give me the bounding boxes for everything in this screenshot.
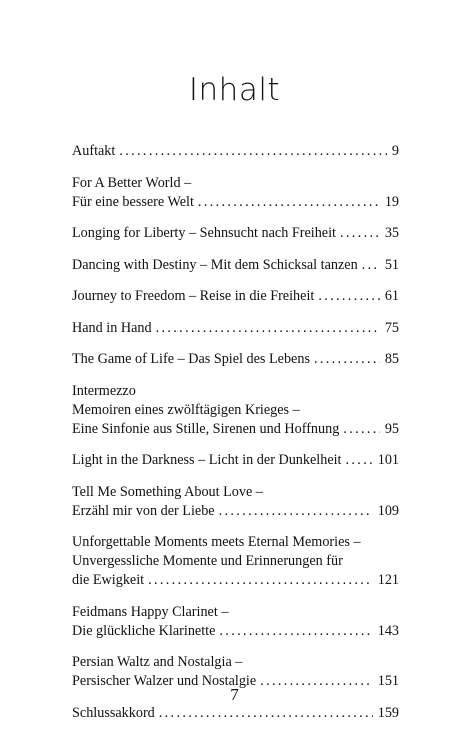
- dot-leader: [159, 704, 373, 723]
- dot-leader: [156, 319, 380, 338]
- toc-entry-title: die Ewigkeit: [72, 572, 145, 588]
- toc-entry-page: 101: [377, 452, 399, 468]
- toc-entry-title-line: Feidmans Happy Clarinet –: [72, 603, 229, 620]
- toc-entry: [72, 704, 399, 723]
- toc-entry-page: 35: [384, 225, 399, 241]
- toc-entry-title: Light in the Darkness – Licht in der Dunkelheit: [72, 452, 342, 468]
- toc-entry-page: 95: [384, 420, 399, 437]
- dot-leader: [219, 502, 373, 521]
- toc-entry-title-line: Intermezzo: [72, 382, 136, 399]
- dot-leader: [219, 622, 372, 641]
- toc-entry: [72, 533, 399, 590]
- dot-leader: [340, 224, 380, 243]
- toc-entry-title: Longing for Liberty – Sehnsucht nach Freiheit: [72, 225, 336, 241]
- toc-entry-title: Dancing with Destiny – Mit dem Schicksal tanzen: [72, 256, 358, 273]
- toc-entry-page: 19: [384, 193, 399, 210]
- toc-entry-page: 51: [384, 256, 399, 273]
- dot-leader: [148, 571, 373, 590]
- toc-entry: [72, 142, 399, 161]
- toc-entry-page: 61: [384, 288, 399, 304]
- toc-entry: [72, 382, 399, 439]
- toc-entry: [72, 319, 399, 338]
- toc-entry-title-line: For A Better World –: [72, 174, 192, 191]
- toc-entry-title: Die glückliche Klarinette: [72, 622, 216, 639]
- page-title: Inhalt: [188, 72, 281, 108]
- toc-entry-title: The Game of Life – Das Spiel des Lebens: [72, 351, 310, 367]
- toc-entry: [72, 483, 399, 521]
- toc-entry-page: 151: [377, 673, 399, 689]
- toc-entry-title-line: Persian Waltz and Nostalgia –: [72, 654, 243, 670]
- toc-entry: [72, 603, 399, 641]
- dot-leader: [119, 142, 387, 161]
- page-number: 7: [230, 685, 239, 704]
- toc-entry-title-line: Memoiren eines zwölftägigen Krieges –: [72, 401, 300, 418]
- dot-leader: [198, 193, 380, 212]
- toc-entry-page: 143: [377, 622, 399, 639]
- toc-entry-title: Schlussakkord: [72, 704, 155, 721]
- toc-entry-page: 109: [377, 502, 399, 519]
- toc-entry-title-line: Unforgettable Moments meets Eternal Memories –: [72, 534, 361, 550]
- toc-entry: [72, 224, 399, 243]
- toc-entry: [72, 174, 399, 212]
- toc-entry-title-line: Unvergessliche Momente und Erinnerungen für: [72, 553, 343, 569]
- dot-leader: [362, 256, 380, 275]
- toc-entry-title: Hand in Hand: [72, 319, 152, 336]
- dot-leader: [343, 420, 380, 439]
- toc-entry-title: Persischer Walzer und Nostalgie: [72, 673, 257, 689]
- toc-entry-title: Erzähl mir von der Liebe: [72, 502, 215, 519]
- toc-entry-title: Journey to Freedom – Reise in die Freiheit: [72, 288, 315, 304]
- toc-entry-page: 85: [384, 351, 399, 367]
- dot-leader: [314, 350, 380, 369]
- toc-entry-page: 75: [384, 319, 399, 336]
- toc-entry-title: Auftakt: [72, 143, 116, 159]
- dot-leader: [346, 451, 373, 470]
- toc-entry-page: 121: [377, 572, 399, 588]
- toc-entry: [72, 287, 399, 306]
- toc-entry: [72, 350, 399, 369]
- toc-entry: [72, 451, 399, 470]
- toc-entry-page: 9: [391, 143, 399, 159]
- toc-entry: [72, 256, 399, 275]
- toc-entry-title: Eine Sinfonie aus Stille, Sirenen und Hoffnung: [72, 420, 340, 437]
- toc-entry-title-line: Tell Me Something About Love –: [72, 483, 263, 500]
- toc-entry-title: Für eine bessere Welt: [72, 193, 194, 210]
- table-of-contents: [72, 142, 399, 735]
- toc-entry-page: 159: [377, 704, 399, 721]
- dot-leader: [318, 287, 379, 306]
